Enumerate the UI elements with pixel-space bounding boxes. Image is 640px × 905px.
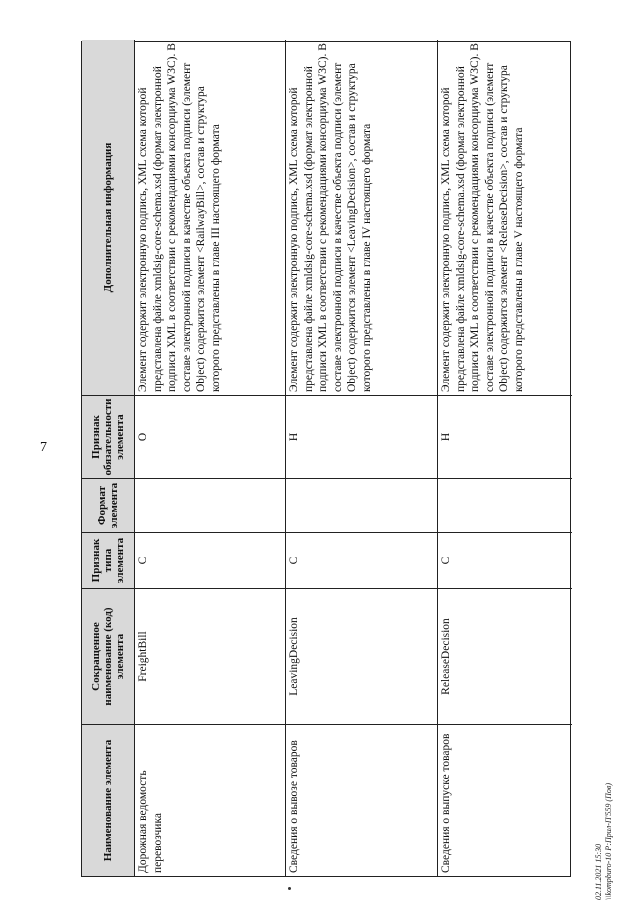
row-2-name: Сведения о выпуске товаров [438, 724, 572, 876]
row-0-format [135, 478, 286, 532]
scan-dot [288, 887, 291, 890]
row-2-type: С [438, 532, 572, 588]
stamp-path: \\kompburo-10 Р:Прил-П'559 (Пов) [604, 783, 613, 900]
header-element-code: Сокращенное наименование (код) элемента [82, 588, 135, 724]
row-1-code: LeavingDecision [286, 588, 438, 724]
row-0-type: С [135, 532, 286, 588]
row-0-info: Элемент содержит электронную подпись, XML схема которой представлена файле xmldsig-core-schema.xsd (формат электронной подписи XML в соответствии с рекомендациями консорциума W3C). В составе электронной подписи в качестве объекта подписи (элемент Object) содержится элемент <RailwayBill>, состав и структура которого представлены в главе III настоящего формата [135, 40, 286, 395]
row-0-code: FreightBill [135, 588, 286, 724]
row-1-required: Н [286, 395, 438, 478]
row-1-info: Элемент содержит электронную подпись, XML схема которой представлена файле xmldsig-core-schema.xsd (формат электронной подписи XML в соответствии с рекомендациями консорциума W3C). В составе электронной подписи в качестве объекта подписи (элемент Object) содержится элемент <LeavingDecision>, состав и структура которого представлены в главе IV настоящего формата [286, 40, 438, 395]
row-1-name: Сведения о вывозе товаров [286, 724, 438, 876]
header-element-name: Наименование элемента [82, 724, 135, 876]
footer-stamp [594, 725, 614, 900]
row-0-required: О [135, 395, 286, 478]
row-2-info: Элемент содержит электронную подпись, XML схема которой представлена файле xmldsig-core-schema.xsd (формат электронной подписи XML в соответствии с рекомендациями консорциума W3C). В составе электронной подписи в качестве объекта подписи (элемент Object) содержится элемент <ReleaseDecision>, состав и структура которого представлены в главе V настоящего формата [440, 43, 525, 392]
header-element-required: Признак обязательности элемента [82, 395, 135, 478]
row-1-format [286, 478, 438, 532]
page-number: 7 [40, 440, 47, 455]
row-2-required: Н [438, 395, 572, 478]
row-1-type: С [286, 532, 438, 588]
header-additional-info: Дополнительная информация [82, 40, 135, 395]
row-2-format [438, 478, 572, 532]
row-2-code: ReleaseDecision [438, 588, 572, 724]
header-element-format: Формат элемента [82, 478, 135, 532]
elements-table [81, 41, 571, 877]
stamp-date: 02.11.2021 15:30 [594, 843, 603, 900]
header-element-type: Признак типа элемента [82, 532, 135, 588]
row-0-name: Дорожная ведомость перевозчика [135, 724, 286, 876]
